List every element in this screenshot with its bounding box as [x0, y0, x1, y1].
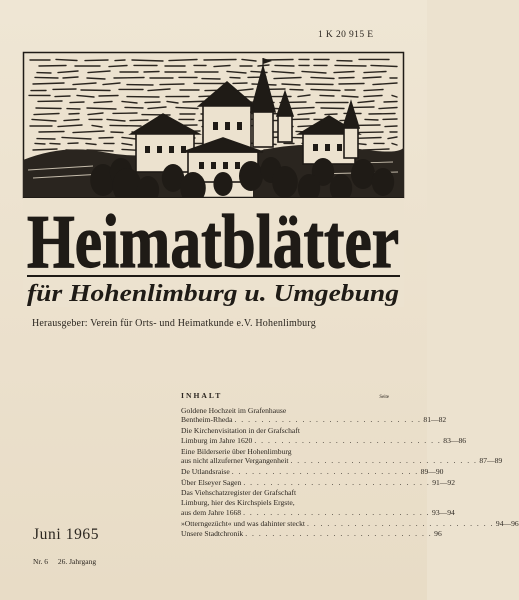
table-of-contents: [181, 391, 519, 540]
issue-number: Nr. 6: [33, 557, 48, 566]
toc-entry-title: »Otterngezücht« und was dahinter steckt: [181, 518, 305, 528]
toc-entry-pages: 89—90: [420, 467, 444, 477]
toc-entry-title: Das Viehschatzregister der Grafschaft: [181, 488, 297, 498]
publisher-line: Herausgeber: Verein für Orts- und Heimatkunde e.V. Hohenlimburg: [32, 318, 316, 329]
issue-details: [33, 557, 104, 566]
toc-leader-dots: . . . . . . . . . . . . . . . . . . . . . . . . . . . .: [254, 435, 442, 445]
toc-entries: [181, 405, 519, 539]
toc-leader-dots: . . . . . . . . . . . . . . . . . . . . . . . . . . . .: [243, 477, 431, 487]
toc-leader-dots: . . . . . . . . . . . . . . . . . . . . . . . . . . . .: [245, 529, 433, 539]
toc-entry-title: Limburg im Jahre 1620: [181, 435, 253, 445]
toc-entry: [181, 529, 442, 539]
svg-text:Heimatblätter: Heimatblätter: [27, 200, 399, 284]
toc-entry-title: Limburg, hier des Kirchspiels Ergste,: [181, 498, 295, 508]
toc-leader-dots: . . . . . . . . . . . . . . . . . . . . . . . . . . . .: [231, 467, 419, 477]
toc-page-heading: Seite: [379, 394, 389, 400]
toc-leader-dots: . . . . . . . . . . . . . . . . . . . . . . . . . . . .: [307, 518, 494, 528]
toc-entry: [181, 518, 519, 529]
masthead-subtitle: [27, 281, 399, 307]
toc-entry-title: De Utlandsraise: [181, 467, 230, 477]
toc-entry: [181, 446, 503, 466]
masthead-title: [27, 200, 399, 284]
toc-entry-pages: 91—92: [432, 477, 456, 487]
toc-entry: [181, 426, 467, 445]
toc-leader-dots: . . . . . . . . . . . . . . . . . . . . . . . . . . . .: [243, 507, 431, 517]
toc-entry: [181, 467, 444, 477]
issue-date: Juni 1965: [33, 526, 100, 543]
toc-entry-title: Bentheim-Rheda: [181, 415, 233, 425]
toc-heading: INHALT: [181, 391, 223, 400]
toc-entry-pages: 87—89: [479, 456, 503, 466]
toc-entry: [181, 405, 447, 425]
toc-entry-pages: 83—86: [443, 435, 467, 445]
toc-entry: [181, 477, 456, 488]
toc-entry-title: Über Elseyer Sagen: [181, 477, 242, 487]
toc-entry: [181, 488, 455, 517]
toc-entry-pages: 81—82: [423, 415, 447, 425]
castle-woodcut-masthead: [23, 52, 404, 307]
toc-entry-title: aus nicht allzuferner Vergangenheit: [181, 456, 289, 466]
toc-entry-title: Goldene Hochzeit im Grafenhause: [181, 405, 287, 415]
toc-entry-pages: 96: [434, 529, 442, 539]
svg-text:für Hohenlimburg u. Umgebung: für Hohenlimburg u. Umgebung: [27, 281, 399, 307]
toc-entry-title: aus dem Jahre 1668: [181, 507, 242, 517]
toc-entry-pages: 94—96: [495, 518, 519, 528]
issue-volume: 26. Jahrgang: [57, 557, 97, 566]
catalog-code: 1 K 20 915 E: [318, 30, 374, 40]
toc-entry-pages: 93—94: [432, 507, 455, 517]
toc-leader-dots: . . . . . . . . . . . . . . . . . . . . . . . . . . . .: [234, 415, 422, 425]
toc-leader-dots: . . . . . . . . . . . . . . . . . . . . . . . . . . . .: [290, 456, 478, 466]
toc-entry-title: Die Kirchenvisitation in der Grafschaft: [181, 426, 300, 436]
toc-entry-title: Unsere Stadtchronik: [181, 529, 244, 539]
toc-entry-title: Eine Bilderserie über Hohenlimburg: [181, 446, 292, 456]
